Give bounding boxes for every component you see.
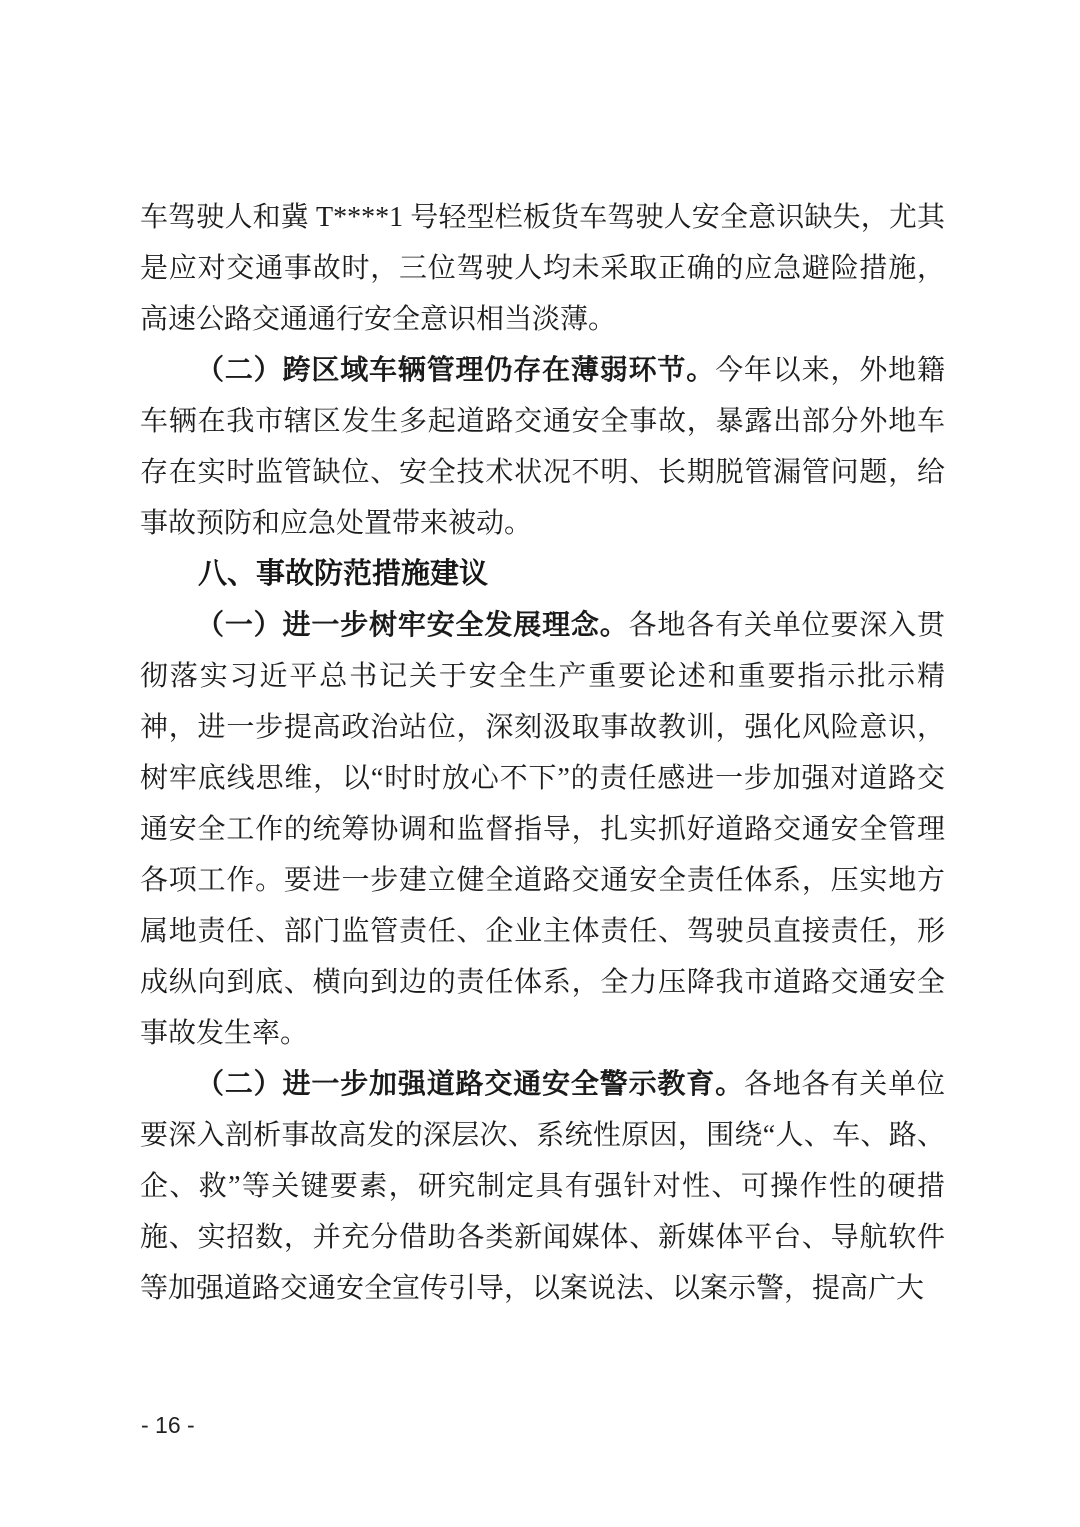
paragraph: （二）跨区域车辆管理仍存在薄弱环节。今年以来，外地籍车辆在我市辖区发生多起道路交通安全事故，暴露出部分外地车存在实时监管缺位、安全技术状况不明、长期脱管漏管问题，给事故预防和应急处置带来被动。 [140, 355, 945, 539]
paragraph-lead: （二）跨区域车辆管理仍存在薄弱环节。 [196, 355, 716, 386]
paragraph-lead: （一）进一步树牢安全发展理念。 [196, 610, 629, 641]
paragraph: 车驾驶人和冀 T****1 号轻型栏板货车驾驶人安全意识缺失，尤其是应对交通事故时，三位驾驶人均未采取正确的应急避险措施，高速公路交通通行安全意识相当淡薄。 [140, 202, 945, 335]
document-body [140, 192, 945, 1314]
section-heading: 八、事故防范措施建议 [198, 558, 489, 590]
paragraph-lead: （二）进一步加强道路交通安全警示教育。 [196, 1069, 744, 1100]
paragraph: （一）进一步树牢安全发展理念。各地各有关单位要深入贯彻落实习近平总书记关于安全生产重要论述和重要指示批示精神，进一步提高政治站位，深刻汲取事故教训，强化风险意识，树牢底线思维，以“时时放心不下”的责任感进一步加强对道路交通安全工作的统筹协调和监督指导，扎实抓好道路交通安全管理各项工作。要进一步建立健全道路交通安全责任体系，压实地方属地责任、部门监管责任、企业主体责任、驾驶员直接责任，形成纵向到底、横向到边的责任体系，全力压降我市道路交通安全事故发生率。 [140, 610, 945, 1049]
paragraph: （二）进一步加强道路交通安全警示教育。各地各有关单位要深入剖析事故高发的深层次、系统性原因，围绕“人、车、路、企、救”等关键要素，研究制定具有强针对性、可操作性的硬措施、实招数，并充分借助各类新闻媒体、新媒体平台、导航软件等加强道路交通安全宣传引导，以案说法、以案示警，提高广大 [140, 1069, 945, 1304]
page-number: - 16 - [141, 1412, 195, 1438]
